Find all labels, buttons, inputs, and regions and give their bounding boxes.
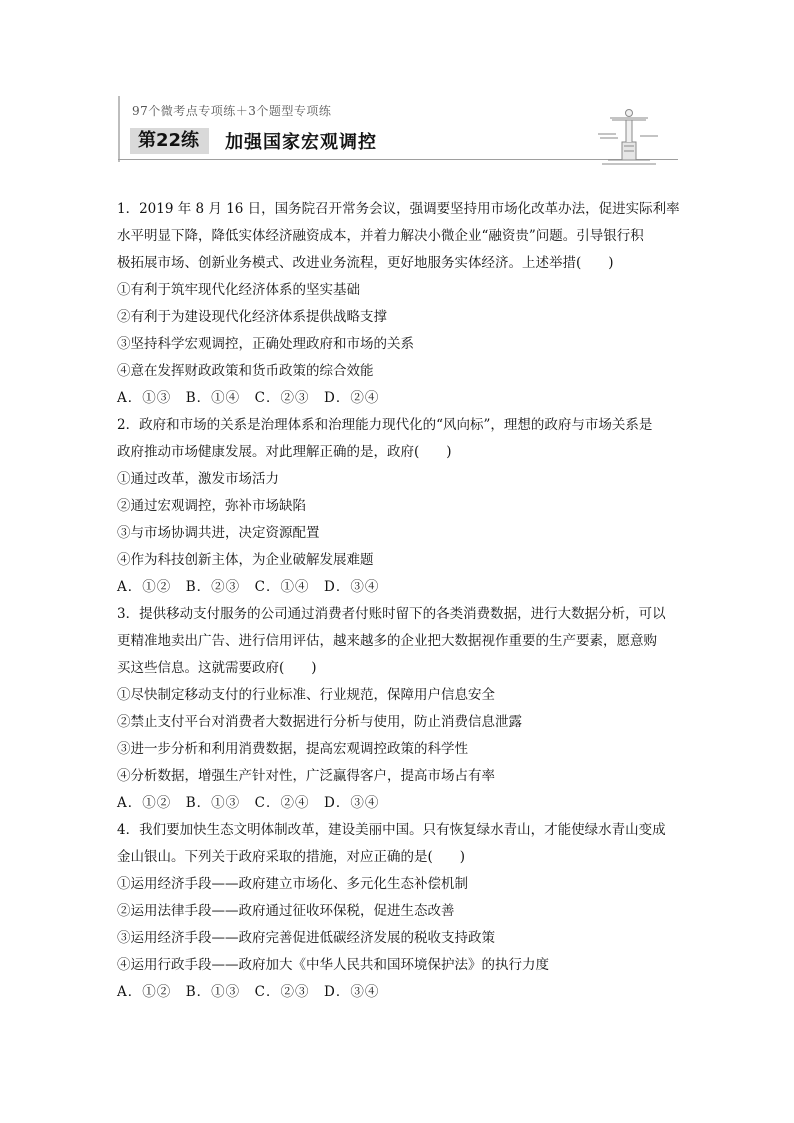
header-divider-vertical	[118, 96, 120, 162]
option-1: ①有利于筑牢现代化经济体系的坚实基础	[117, 282, 360, 298]
option-4: ④运用行政手段——政府加大《中华人民共和国环境保护法》的执行力度	[117, 957, 549, 973]
question-3	[117, 601, 682, 817]
answer-choices: A．①② B．②③ C．①④ D．③④	[117, 579, 380, 595]
answer-choices: A．①③ B．①④ C．②③ D．②④	[117, 390, 380, 406]
question-stem-line: 3．提供移动支付服务的公司通过消费者付账时留下的各类消费数据，进行大数据分析，可以	[117, 606, 666, 622]
question-stem-line: 2．政府和市场的关系是治理体系和治理能力现代化的“风向标”，理想的政府与市场关系是	[117, 417, 653, 433]
option-2: ②禁止支付平台对消费者大数据进行分析与使用，防止消费信息泄露	[117, 714, 522, 730]
question-2	[117, 412, 682, 601]
lesson-title: 加强国家宏观调控	[225, 132, 378, 153]
option-2: ②通过宏观调控，弥补市场缺陷	[117, 498, 306, 514]
lesson-number: 第22练	[130, 128, 209, 154]
option-1: ①运用经济手段——政府建立市场化、多元化生态补偿机制	[117, 876, 468, 892]
option-3: ③与市场协调共进，决定资源配置	[117, 525, 320, 541]
answer-choices: A．①② B．①③ C．②④ D．③④	[117, 795, 380, 811]
question-list	[117, 196, 682, 1006]
option-1: ①通过改革，激发市场活力	[117, 471, 279, 487]
option-2: ②有利于为建设现代化经济体系提供战略支撑	[117, 309, 387, 325]
question-1	[117, 196, 682, 412]
option-4: ④分析数据，增强生产针对性，广泛赢得客户，提高市场占有率	[117, 768, 495, 784]
question-stem-line: 金山银山。下列关于政府采取的措施，对应正确的是( )	[117, 849, 466, 865]
option-4: ④作为科技创新主体，为企业破解发展难题	[117, 552, 374, 568]
header-subtitle: 97个微考点专项练＋3个题型专项练	[132, 104, 332, 118]
question-stem-line: 1．2019 年 8 月 16 日，国务院召开常务会议，强调要坚持用市场化改革办法，促进实际利率	[117, 201, 680, 217]
question-4	[117, 817, 682, 1006]
option-4: ④意在发挥财政政策和货币政策的综合效能	[117, 363, 374, 379]
question-stem-line: 4．我们要加快生态文明体制改革，建设美丽中国。只有恢复绿水青山，才能使绿水青山变成	[117, 822, 666, 838]
statue-icon	[596, 98, 660, 166]
question-stem-line: 买这些信息。这就需要政府( )	[117, 660, 317, 676]
header-divider-horizontal	[118, 159, 678, 160]
option-3: ③坚持科学宏观调控，正确处理政府和市场的关系	[117, 336, 414, 352]
page-header	[118, 96, 678, 166]
option-3: ③进一步分析和利用消费数据，提高宏观调控政策的科学性	[117, 741, 468, 757]
question-stem-line: 政府推动市场健康发展。对此理解正确的是，政府( )	[117, 444, 452, 460]
question-stem-line: 水平明显下降，降低实体经济融资成本，并着力解决小微企业“融资贵”问题。引导银行积	[117, 228, 644, 244]
option-1: ①尽快制定移动支付的行业标准、行业规范，保障用户信息安全	[117, 687, 495, 703]
answer-choices: A．①② B．①③ C．②③ D．③④	[117, 984, 380, 1000]
option-2: ②运用法律手段——政府通过征收环保税，促进生态改善	[117, 903, 455, 919]
lesson-title-row	[130, 128, 377, 154]
question-stem-line: 更精准地卖出广告、进行信用评估，越来越多的企业把大数据视作重要的生产要素，愿意购	[117, 633, 657, 649]
question-stem-line: 极拓展市场、创新业务模式、改进业务流程，更好地服务实体经济。上述举措( )	[117, 255, 614, 271]
option-3: ③运用经济手段——政府完善促进低碳经济发展的税收支持政策	[117, 930, 495, 946]
